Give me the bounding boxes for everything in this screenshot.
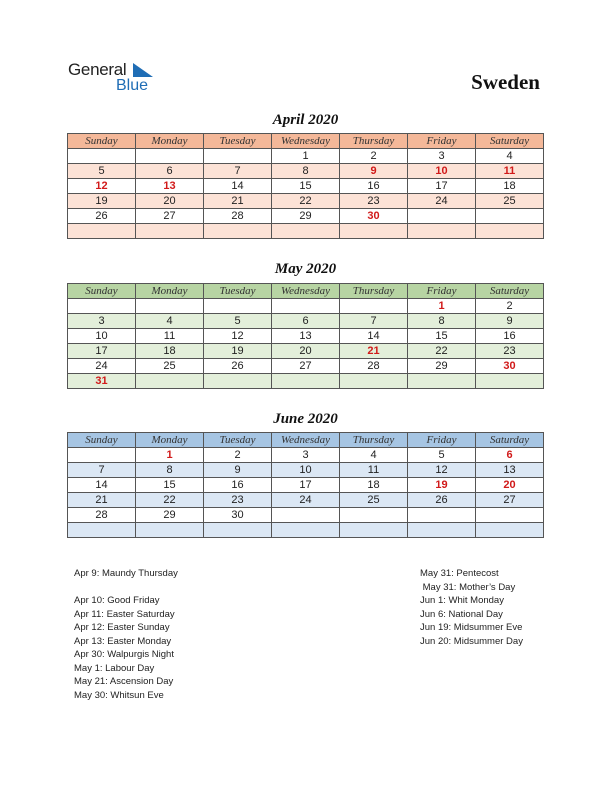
- day-cell: 4: [340, 448, 408, 463]
- day-cell: [340, 299, 408, 314]
- calendar-may: [67, 283, 544, 389]
- day-cell: 3: [272, 448, 340, 463]
- week-row: [68, 299, 544, 314]
- week-row: [68, 478, 544, 493]
- holiday-item: May 31: Mother’s Day: [420, 581, 516, 593]
- day-cell: [204, 149, 272, 164]
- weekday-header: Saturday: [476, 134, 544, 149]
- day-cell: 13: [476, 463, 544, 478]
- day-cell: 28: [340, 359, 408, 374]
- holiday-list-left: [74, 567, 178, 702]
- day-cell: 27: [136, 209, 204, 224]
- weekday-header: Monday: [136, 134, 204, 149]
- day-cell: 19: [68, 194, 136, 209]
- day-cell: 11: [136, 329, 204, 344]
- day-cell: 20: [272, 344, 340, 359]
- day-cell: [408, 523, 476, 538]
- day-cell: 22: [136, 493, 204, 508]
- weekday-header: Friday: [408, 134, 476, 149]
- day-cell: 26: [68, 209, 136, 224]
- day-cell: 8: [272, 164, 340, 179]
- day-cell: [476, 523, 544, 538]
- week-row: [68, 359, 544, 374]
- day-cell: [408, 224, 476, 239]
- day-cell: 14: [68, 478, 136, 493]
- day-cell: 25: [136, 359, 204, 374]
- day-cell: [408, 508, 476, 523]
- holiday-item: May 31: Pentecost: [420, 568, 499, 579]
- day-cell: 2: [340, 149, 408, 164]
- holiday-day-cell: 6: [476, 448, 544, 463]
- holiday-item: Apr 12: Easter Sunday: [74, 622, 170, 633]
- day-cell: 25: [340, 493, 408, 508]
- day-cell: [272, 508, 340, 523]
- day-cell: 26: [204, 359, 272, 374]
- day-cell: 30: [204, 508, 272, 523]
- day-cell: 21: [204, 194, 272, 209]
- day-cell: 7: [340, 314, 408, 329]
- week-row: [68, 374, 544, 389]
- holiday-list-right: [420, 567, 523, 648]
- day-cell: 19: [204, 344, 272, 359]
- day-cell: [340, 523, 408, 538]
- weekday-header: Wednesday: [272, 284, 340, 299]
- weekday-header: Thursday: [340, 134, 408, 149]
- day-cell: [136, 523, 204, 538]
- day-cell: 9: [204, 463, 272, 478]
- day-cell: [204, 299, 272, 314]
- weekday-header: Sunday: [68, 284, 136, 299]
- logo-triangle-icon: [133, 63, 153, 77]
- day-cell: 5: [68, 164, 136, 179]
- logo-text-general: General: [68, 60, 127, 79]
- day-cell: 14: [340, 329, 408, 344]
- day-cell: 12: [408, 463, 476, 478]
- day-cell: 27: [476, 493, 544, 508]
- day-cell: 15: [136, 478, 204, 493]
- day-cell: [340, 224, 408, 239]
- day-cell: 25: [476, 194, 544, 209]
- day-cell: [68, 224, 136, 239]
- holiday-item: Apr 9: Maundy Thursday: [74, 568, 178, 579]
- day-cell: [136, 224, 204, 239]
- week-row: [68, 344, 544, 359]
- day-cell: [476, 209, 544, 224]
- day-cell: 24: [408, 194, 476, 209]
- holiday-item: Apr 30: Walpurgis Night: [74, 649, 174, 660]
- weekday-header: Friday: [408, 433, 476, 448]
- day-cell: 7: [68, 463, 136, 478]
- day-cell: 24: [272, 493, 340, 508]
- day-cell: 6: [136, 164, 204, 179]
- day-cell: [272, 299, 340, 314]
- week-row: [68, 209, 544, 224]
- day-cell: [204, 374, 272, 389]
- logo: [68, 60, 168, 96]
- weekday-header: Tuesday: [204, 134, 272, 149]
- day-cell: [272, 374, 340, 389]
- day-cell: 9: [476, 314, 544, 329]
- day-cell: 22: [408, 344, 476, 359]
- day-cell: 23: [476, 344, 544, 359]
- day-cell: 16: [204, 478, 272, 493]
- week-row: [68, 194, 544, 209]
- holiday-day-cell: 30: [340, 209, 408, 224]
- day-cell: 2: [204, 448, 272, 463]
- day-cell: [476, 374, 544, 389]
- day-cell: 29: [136, 508, 204, 523]
- day-cell: 15: [408, 329, 476, 344]
- day-cell: 22: [272, 194, 340, 209]
- calendar-june: [67, 432, 544, 538]
- day-cell: 27: [272, 359, 340, 374]
- weekday-header: Wednesday: [272, 134, 340, 149]
- holiday-item: May 1: Labour Day: [74, 662, 155, 674]
- weekday-header-row: [68, 433, 544, 448]
- day-cell: 7: [204, 164, 272, 179]
- country-title: Sweden: [471, 70, 540, 94]
- day-cell: 3: [68, 314, 136, 329]
- logo-text-blue: Blue: [116, 77, 149, 94]
- day-cell: [136, 374, 204, 389]
- weekday-header: Tuesday: [204, 433, 272, 448]
- holiday-item: Jun 19: Midsummer Eve: [420, 622, 523, 633]
- day-cell: 15: [272, 179, 340, 194]
- weekday-header: Thursday: [340, 284, 408, 299]
- day-cell: 20: [136, 194, 204, 209]
- week-row: [68, 224, 544, 239]
- holiday-day-cell: 9: [340, 164, 408, 179]
- holiday-item: Jun 1: Whit Monday: [420, 595, 504, 606]
- day-cell: 21: [68, 493, 136, 508]
- day-cell: 16: [476, 329, 544, 344]
- day-cell: [340, 508, 408, 523]
- weekday-header: Sunday: [68, 433, 136, 448]
- month-title-april: April 2020: [272, 112, 339, 128]
- weekday-header: Saturday: [476, 433, 544, 448]
- week-row: [68, 329, 544, 344]
- day-cell: 8: [136, 463, 204, 478]
- day-cell: [68, 299, 136, 314]
- holiday-item: May 30: Whitsun Eve: [74, 689, 164, 701]
- day-cell: 4: [476, 149, 544, 164]
- day-cell: [68, 149, 136, 164]
- holiday-day-cell: 1: [136, 448, 204, 463]
- day-cell: 23: [204, 493, 272, 508]
- day-cell: 24: [68, 359, 136, 374]
- weekday-header: Thursday: [340, 433, 408, 448]
- holiday-item: Apr 11: Easter Saturday: [74, 608, 175, 620]
- day-cell: 4: [136, 314, 204, 329]
- weekday-header: Saturday: [476, 284, 544, 299]
- week-row: [68, 164, 544, 179]
- holiday-day-cell: 20: [476, 478, 544, 493]
- day-cell: [68, 523, 136, 538]
- holiday-day-cell: 31: [68, 374, 136, 389]
- day-cell: 28: [204, 209, 272, 224]
- day-cell: 3: [408, 149, 476, 164]
- holiday-item: [74, 581, 178, 595]
- holiday-day-cell: 1: [408, 299, 476, 314]
- day-cell: 10: [272, 463, 340, 478]
- day-cell: [476, 224, 544, 239]
- month-title-may: May 2020: [274, 261, 337, 277]
- week-row: [68, 463, 544, 478]
- day-cell: 5: [204, 314, 272, 329]
- day-cell: 26: [408, 493, 476, 508]
- week-row: [68, 448, 544, 463]
- day-cell: 29: [408, 359, 476, 374]
- day-cell: 5: [408, 448, 476, 463]
- day-cell: 17: [68, 344, 136, 359]
- day-cell: 2: [476, 299, 544, 314]
- day-cell: [408, 374, 476, 389]
- holiday-day-cell: 30: [476, 359, 544, 374]
- week-row: [68, 508, 544, 523]
- day-cell: 17: [408, 179, 476, 194]
- week-row: [68, 149, 544, 164]
- day-cell: 8: [408, 314, 476, 329]
- day-cell: [408, 209, 476, 224]
- day-cell: [204, 224, 272, 239]
- calendar-april: [67, 133, 544, 239]
- day-cell: [272, 523, 340, 538]
- weekday-header: Monday: [136, 433, 204, 448]
- day-cell: 13: [272, 329, 340, 344]
- day-cell: [204, 523, 272, 538]
- day-cell: 18: [476, 179, 544, 194]
- holiday-item: May 21: Ascension Day: [74, 676, 174, 687]
- month-title-june: June 2020: [273, 411, 338, 427]
- holiday-day-cell: 12: [68, 179, 136, 194]
- weekday-header: Wednesday: [272, 433, 340, 448]
- week-row: [68, 314, 544, 329]
- day-cell: 16: [340, 179, 408, 194]
- day-cell: [68, 448, 136, 463]
- day-cell: 28: [68, 508, 136, 523]
- day-cell: 12: [204, 329, 272, 344]
- holiday-day-cell: 10: [408, 164, 476, 179]
- weekday-header-row: [68, 134, 544, 149]
- weekday-header: Sunday: [68, 134, 136, 149]
- day-cell: 18: [136, 344, 204, 359]
- day-cell: 14: [204, 179, 272, 194]
- week-row: [68, 179, 544, 194]
- day-cell: [136, 149, 204, 164]
- day-cell: 23: [340, 194, 408, 209]
- week-row: [68, 523, 544, 538]
- day-cell: 6: [272, 314, 340, 329]
- weekday-header-row: [68, 284, 544, 299]
- weekday-header: Tuesday: [204, 284, 272, 299]
- holiday-item: Apr 13: Easter Monday: [74, 635, 172, 647]
- weekday-header: Friday: [408, 284, 476, 299]
- day-cell: 17: [272, 478, 340, 493]
- weekday-header: Monday: [136, 284, 204, 299]
- week-row: [68, 493, 544, 508]
- holiday-day-cell: 19: [408, 478, 476, 493]
- day-cell: [476, 508, 544, 523]
- holiday-item: Apr 10: Good Friday: [74, 595, 160, 606]
- day-cell: [136, 299, 204, 314]
- day-cell: 29: [272, 209, 340, 224]
- holiday-day-cell: 13: [136, 179, 204, 194]
- holiday-item: Jun 6: National Day: [420, 608, 503, 620]
- holiday-day-cell: 21: [340, 344, 408, 359]
- holiday-day-cell: 11: [476, 164, 544, 179]
- day-cell: 10: [68, 329, 136, 344]
- day-cell: 1: [272, 149, 340, 164]
- day-cell: 18: [340, 478, 408, 493]
- day-cell: [272, 224, 340, 239]
- holiday-item: Jun 20: Midsummer Day: [420, 635, 523, 647]
- day-cell: [340, 374, 408, 389]
- day-cell: 11: [340, 463, 408, 478]
